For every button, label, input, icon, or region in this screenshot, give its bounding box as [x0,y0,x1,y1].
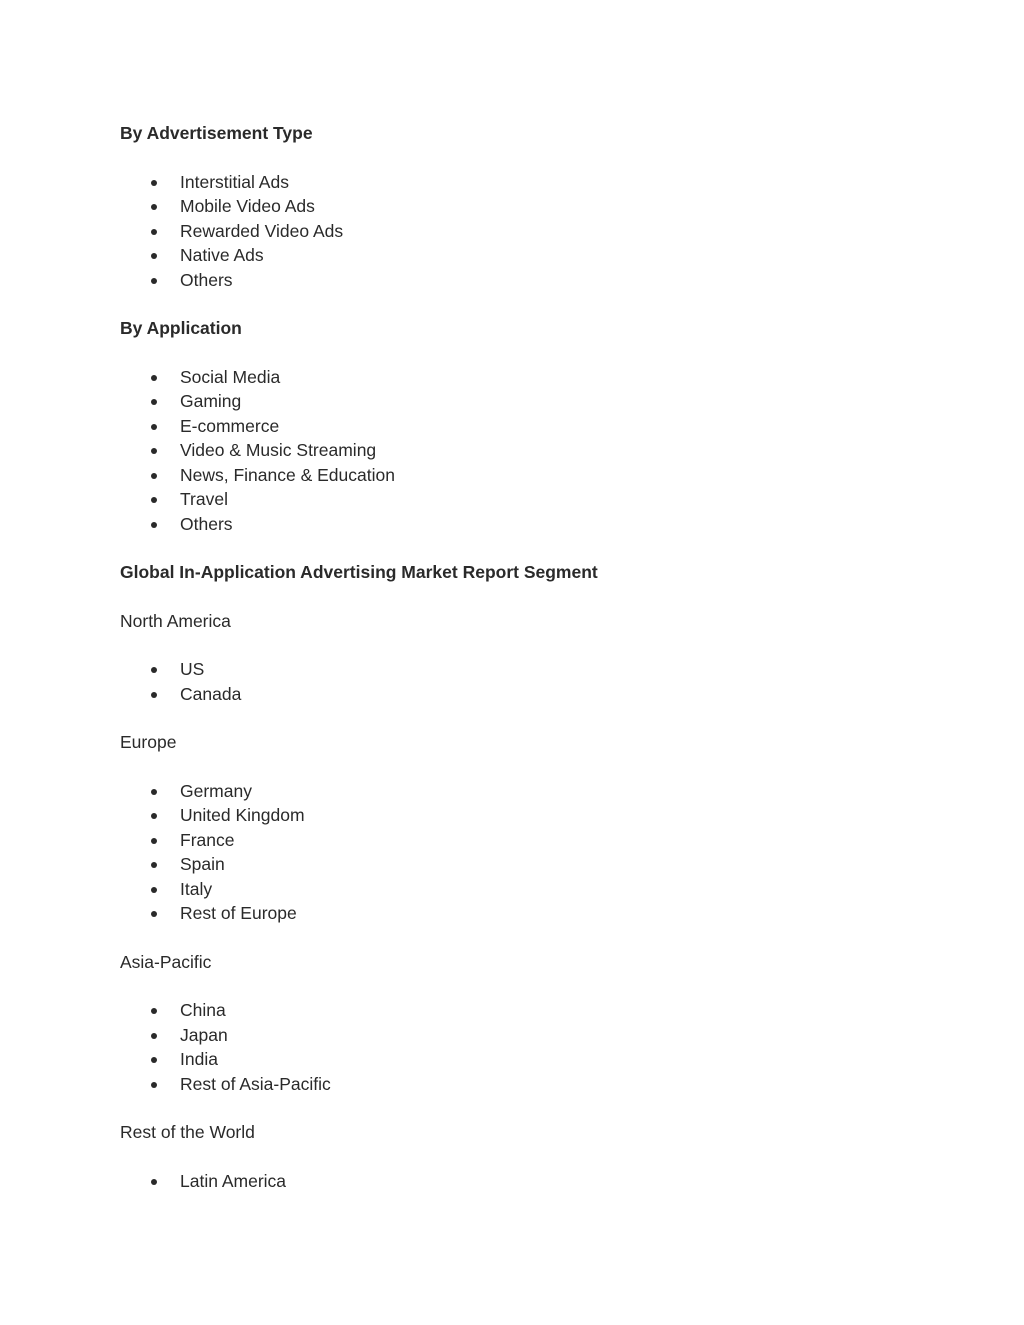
list-item-label: Latin America [180,1170,287,1191]
bullet-icon [151,667,157,673]
list-item-label: Native Ads [180,245,264,265]
north-america-list [120,657,920,706]
bullet-icon [151,1008,157,1014]
list-item [120,901,920,926]
list-item-label: Others [180,269,233,290]
list-item [120,438,920,463]
list-item-label: US [180,659,205,679]
section-heading-global-segment: Global In-Application Advertising Market Report Segment [120,562,598,582]
rest-of-world-list [120,1169,920,1194]
list-item-label: News, Finance & Education [180,464,395,485]
bullet-icon [151,522,157,528]
bullet-icon [151,813,157,819]
asia-pacific-list [120,998,920,1096]
list-item-label: India [180,1049,218,1069]
europe-list [120,779,920,926]
list-item [120,1023,920,1048]
bullet-icon [151,838,157,844]
bullet-icon [151,1179,157,1185]
bullet-icon [151,229,157,235]
region-heading-north-america: North America [120,610,231,631]
list-item-label: Rest of Asia-Pacific [180,1073,331,1094]
bullet-icon [151,180,157,186]
bullet-icon [151,424,157,430]
region-heading-asia-pacific: Asia-Pacific [120,951,212,972]
list-item-label: Interstitial Ads [180,171,289,192]
list-item-label: Gaming [180,391,242,411]
region-heading-europe: Europe [120,732,177,752]
list-item [120,828,920,853]
list-item-label: Rewarded Video Ads [180,220,344,241]
bullet-icon [151,375,157,381]
list-item-label: Italy [180,878,213,899]
bullet-icon [151,253,157,259]
bullet-icon [151,1033,157,1039]
list-item [120,243,920,268]
list-item [120,194,920,219]
list-item-label: Germany [180,780,252,801]
list-item [120,779,920,804]
list-item-label: China [180,1000,226,1020]
list-item [120,487,920,512]
list-item [120,998,920,1023]
list-item-label: Travel [180,489,228,509]
list-item [120,803,920,828]
section-heading-application: By Application [120,318,242,338]
list-item [120,268,920,293]
list-item-label: Rest of Europe [180,903,297,923]
list-item-label: Spain [180,854,225,874]
list-item [120,463,920,488]
list-item [120,1047,920,1072]
bullet-icon [151,473,157,479]
bullet-icon [151,692,157,698]
list-item-label: Mobile Video Ads [180,196,315,216]
bullet-icon [151,887,157,893]
list-item-label: Video & Music Streaming [180,440,377,460]
list-item [120,389,920,414]
bullet-icon [151,1057,157,1063]
list-item-label: Social Media [180,366,281,387]
list-item [120,657,920,682]
list-item [120,170,920,195]
region-heading-rest-of-world: Rest of the World [120,1122,255,1142]
list-item-label: Others [180,513,233,534]
list-item-label: United Kingdom [180,805,305,825]
list-item [120,877,920,902]
bullet-icon [151,278,157,284]
bullet-icon [151,1082,157,1088]
bullet-icon [151,204,157,210]
bullet-icon [151,497,157,503]
advertisement-type-list [120,170,920,293]
list-item [120,1072,920,1097]
list-item [120,852,920,877]
document-content [120,121,920,1217]
list-item [120,365,920,390]
list-item [120,414,920,439]
bullet-icon [151,399,157,405]
application-list [120,365,920,537]
bullet-icon [151,862,157,868]
list-item-label: France [180,829,235,850]
bullet-icon [151,448,157,454]
list-item-label: Japan [180,1024,228,1045]
list-item [120,512,920,537]
section-heading-advertisement-type: By Advertisement Type [120,123,313,143]
list-item-label: Canada [180,683,242,704]
list-item [120,682,920,707]
list-item [120,219,920,244]
bullet-icon [151,789,157,795]
list-item [120,1169,920,1194]
list-item-label: E-commerce [180,415,280,436]
bullet-icon [151,911,157,917]
